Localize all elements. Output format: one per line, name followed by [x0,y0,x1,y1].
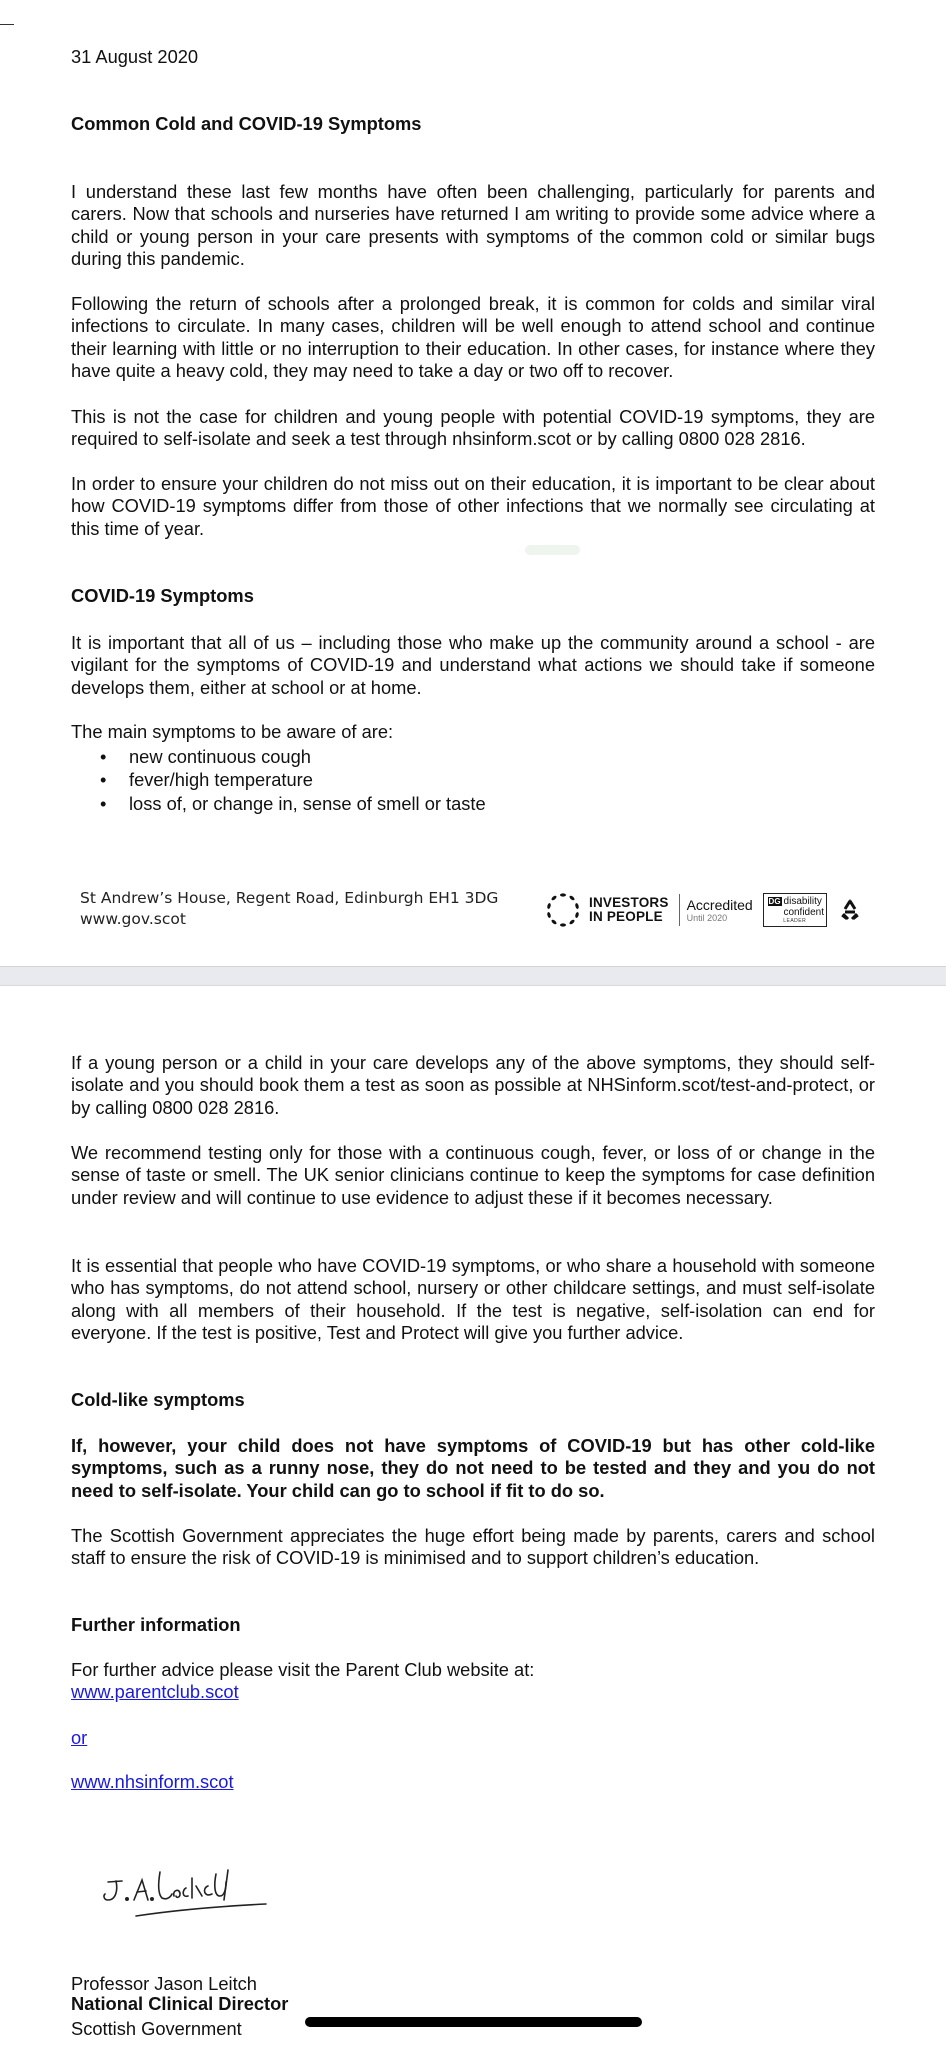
paragraph-text: In order to ensure your children do not miss out on their education, it is important to be clear about how COVID-19 symptoms differ from those of other infections that we normally see circulating at this time of year. [71,473,875,539]
letter-date [71,46,875,68]
dc-line: confident [783,907,825,918]
paragraph-text: For further advice please visit the Parent Club website at: [71,1659,535,1680]
signatory-role: National Clinical Director [71,1993,289,2015]
title-text: Common Cold and COVID-19 Symptoms [71,113,422,134]
paragraph-text: Following the return of schools after a prolonged break, it is common for colds and similar viral infections to circulate. In many cases, children will be well enough to attend school and continue their learning with little or no interruption to their education. In other cases, for instance where they have quite a heavy cold, they may need to take a day or two off to recover. [71,293,875,382]
nhsinform-link-wrap [71,1771,234,1793]
website-line: www.gov.scot [80,910,186,928]
paragraph-text: If a young person or a child in your care develops any of the above symptoms, they should self-isolate and you should book them a test as soon as possible at NHSinform.scot/test-and-protect, or by calling 0800 028 2816. [71,1052,875,1118]
signatory-block [71,1973,875,2040]
iip-line: IN PEOPLE [589,909,663,924]
paragraph-text: This is not the case for children and young people with potential COVID-19 symptoms, they are required to self-isolate and seek a test through nhsinform.scot or by calling 0800 028 2816. [71,406,875,450]
intro-paragraph-3 [71,406,875,451]
accredited-label: Accredited [686,896,753,913]
letter-footer [80,888,880,938]
signature-image [96,1860,286,1926]
paragraph-text: The main symptoms to be aware of are: [71,721,394,742]
dc-row-2 [765,907,824,918]
heading-text: Cold-like symptoms [71,1389,245,1410]
parentclub-link-wrap [71,1681,239,1703]
heading-text: Further information [71,1614,241,1635]
nhsinform-link[interactable]: www.nhsinform.scot [71,1771,234,1792]
address-line: St Andrew’s House, Regent Road, Edinburgh EH1 3DG [80,889,499,907]
covid-paragraph [71,632,875,699]
intro-paragraph-2 [71,293,875,383]
dc-line: disability [783,896,822,907]
accreditation-logos [543,888,863,932]
paragraph-text: It is important that all of us – including those who make up the community around a school - are vigilant for the symptoms of COVID-19 and understand what actions we should take if someone develops them, either at school or at home. [71,632,875,698]
symptoms-intro [71,721,875,743]
cold-symptoms-heading [71,1389,875,1411]
date-text: 31 August 2020 [71,46,199,67]
page2-paragraph-1 [71,1052,875,1119]
page2-paragraph-3 [71,1255,875,1345]
cold-symptoms-paragraph [71,1435,875,1502]
appreciation-paragraph [71,1525,875,1570]
further-info-heading [71,1614,875,1636]
intro-paragraph-4 [71,473,875,540]
paragraph-text: It is essential that people who have COVID-19 symptoms, or who share a household with someone who has symptoms, do not attend school, nursery or other childcare settings, and must self-isolate along with all members of their household. If the test is negative, self-isolation can end for everyone. If the test is positive, Test and Protect will give you further advice. [71,1255,875,1344]
scan-smudge [525,545,580,555]
letter-page-1 [0,0,946,966]
home-indicator[interactable] [305,2017,642,2027]
symptoms-list [71,745,875,815]
recycle-icon [837,897,863,923]
paragraph-text: I understand these last few months have often been challenging, particularly for parents and carers. Now that schools and nurseries have returned I am writing to provide some advice where a child or young person in your care presents with symptoms of the common cold or similar bugs during this pandemic. [71,181,875,270]
paragraph-text: If, however, your child does not have symptoms of COVID-19 but has other cold-like symptoms, such as a runny nose, they do not need to be tested and they and you do not need to self-isolate. Your child can go to school if fit to do so. [71,1435,875,1501]
or-link[interactable]: or [71,1727,88,1748]
symptom-item: • new continuous cough [129,745,875,768]
iip-text [589,896,669,924]
laurel-wreath-icon [543,890,583,930]
heading-text: COVID-19 Symptoms [71,585,254,606]
or-link-wrap [71,1727,87,1749]
signatory-org: Scottish Government [71,2017,242,2039]
symptom-item: • fever/high temperature [129,768,875,791]
dc-row-1 [768,896,822,907]
iip-line: INVESTORS [589,895,669,910]
svg-text:J.A.Leitch: J.A.Leitch [96,1924,101,1925]
accredited-until: Until 2020 [686,912,728,923]
investors-in-people-logo [543,890,669,930]
parentclub-link[interactable]: www.parentclub.scot [71,1681,239,1702]
page-separator [0,966,946,986]
disability-confident-logo [763,893,827,927]
page2-paragraph-2 [71,1142,875,1209]
intro-paragraph-1 [71,181,875,271]
further-info-text [71,1659,875,1681]
dc-badge: DG [768,897,781,906]
letter-title [71,113,875,135]
accredited-badge [679,894,753,926]
paragraph-text: The Scottish Government appreciates the huge effort being made by parents, carers and school staff to ensure the risk of COVID-19 is minimised and to support children’s education. [71,1525,875,1569]
paragraph-text: We recommend testing only for those with a continuous cough, fever, or loss of or change in the sense of taste or smell. The UK senior clinicians continue to keep the symptoms for case definition under review and will continue to use evidence to adjust these if it becomes necessary. [71,1142,875,1208]
symptom-item: • loss of, or change in, sense of smell or taste [129,792,875,815]
signatory-name: Professor Jason Leitch [71,1973,257,1994]
covid-symptoms-heading [71,585,875,607]
dc-leader: LEADER [783,918,807,924]
